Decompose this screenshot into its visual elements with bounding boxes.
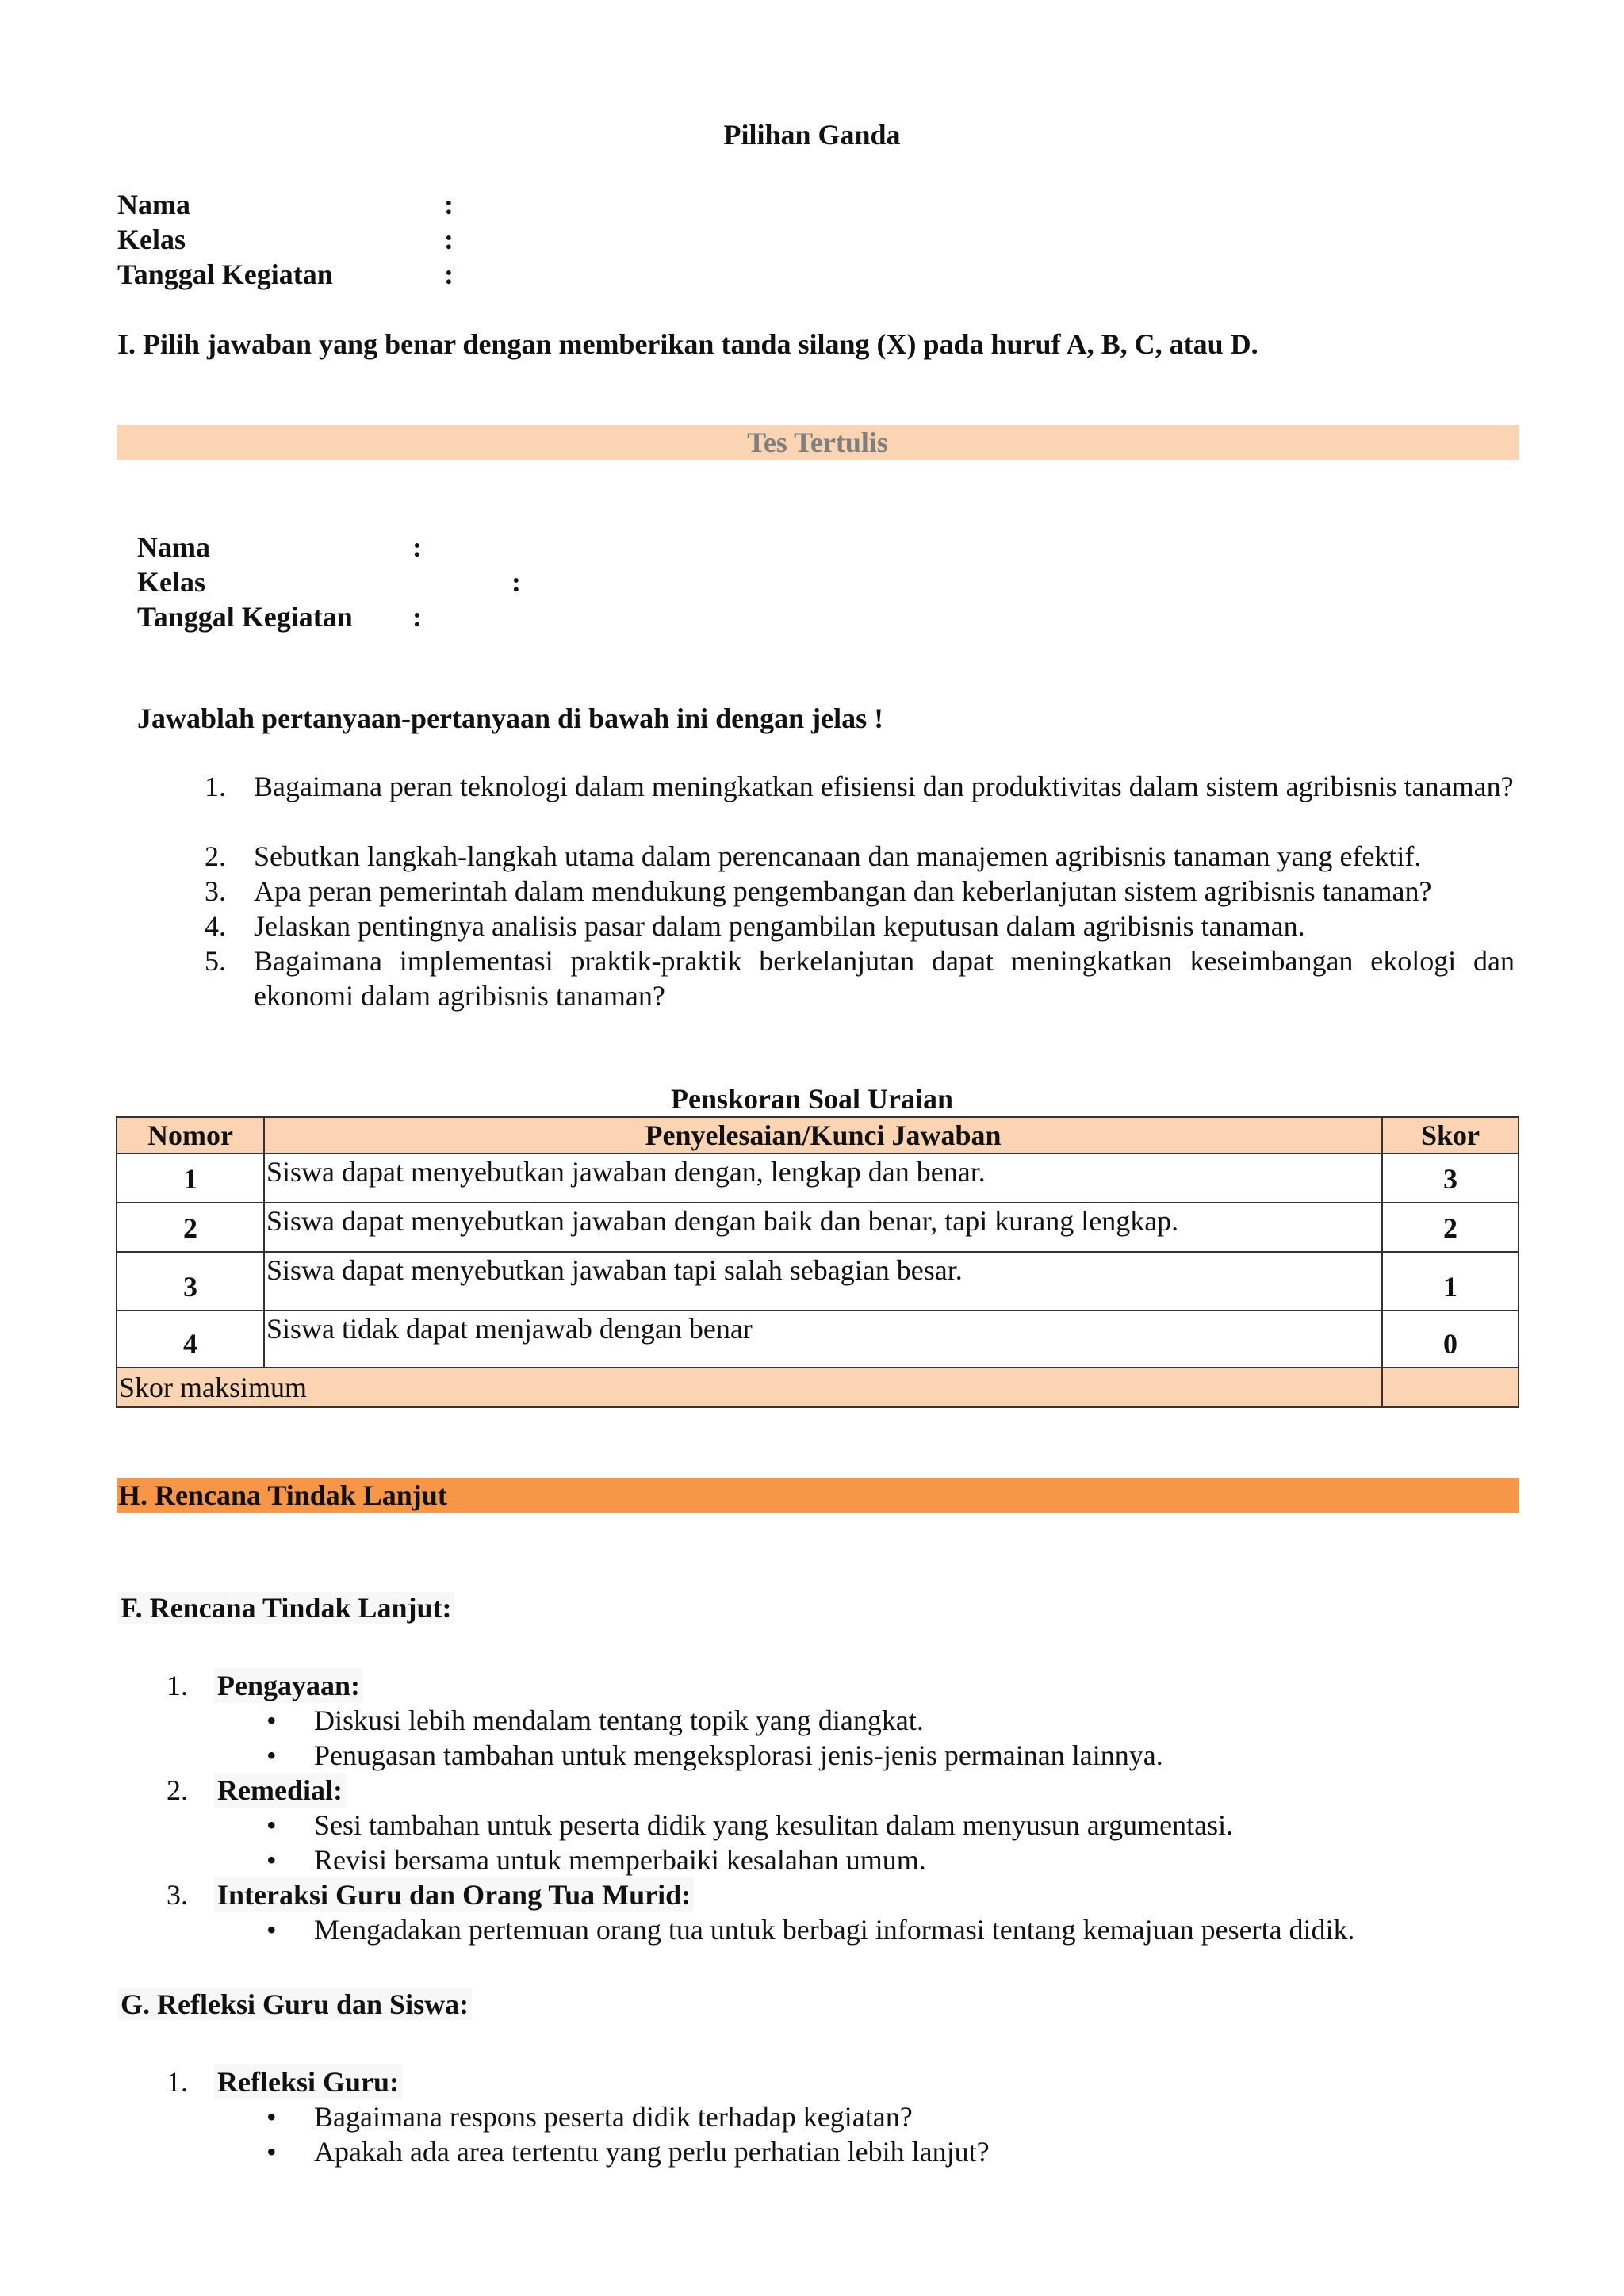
header-skor: Skor xyxy=(1382,1117,1519,1154)
question-text: Bagaimana implementasi praktik-praktik berkelanjutan dapat meningkatkan keseimbangan ekologi dan ekonomi dalam agribisnis tanaman? xyxy=(254,945,1515,1012)
mcq-title: Pilihan Ganda xyxy=(723,119,901,151)
mcq-field-date-label: Tanggal Kegiatan xyxy=(117,258,333,290)
plan-item-interaksi: Interaksi Guru dan Orang Tua Murid: xyxy=(214,1877,694,1912)
row-description: Siswa tidak dapat menjawab dengan benar xyxy=(264,1311,1382,1368)
bullet-icon: • xyxy=(266,1914,277,1946)
bullet-text: Apakah ada area tertentu yang perlu perhatian lebih lanjut? xyxy=(314,2136,990,2168)
wt-field-class-colon: : xyxy=(511,566,521,598)
bullet-icon: • xyxy=(266,1809,277,1841)
bullet-text: Sesi tambahan untuk peserta didik yang kesulitan dalam menyusun argumentasi. xyxy=(314,1809,1234,1841)
plan-heading-text: F. Rencana Tindak Lanjut: xyxy=(117,1592,454,1624)
question-text: Bagaimana peran teknologi dalam meningkatkan efisiensi dan produktivitas dalam sistem agribisnis tanaman? xyxy=(254,771,1514,802)
bullet-text: Penugasan tambahan untuk mengeksplorasi jenis-jenis permainan lainnya. xyxy=(314,1739,1163,1771)
question-text: Apa peran pemerintah dalam mendukung pengembangan dan keberlanjutan sistem agribisnis tanaman? xyxy=(254,875,1432,907)
scoring-title: Penskoran Soal Uraian xyxy=(670,1083,954,1115)
footer-score xyxy=(1382,1368,1519,1407)
table-row xyxy=(117,1252,1519,1311)
wt-field-date-colon: : xyxy=(412,601,422,633)
wt-field-name-colon: : xyxy=(412,531,422,563)
row-number: 3 xyxy=(117,1252,264,1311)
plan-heading xyxy=(117,1590,454,1625)
mcq-field-date-colon: : xyxy=(444,258,454,290)
bullet-text: Revisi bersama untuk memperbaiki kesalahan umum. xyxy=(314,1844,926,1876)
bullet-icon: • xyxy=(266,1705,277,1736)
wt-field-class-label: Kelas xyxy=(137,566,205,598)
row-score: 0 xyxy=(1382,1311,1519,1368)
question-number: 2. xyxy=(205,840,226,872)
question-number: 3. xyxy=(205,875,226,907)
plan-item-number: 1. xyxy=(167,1670,188,1701)
bullet-icon: • xyxy=(266,1844,277,1876)
reflection-item-guru: Refleksi Guru: xyxy=(214,2064,402,2099)
table-row xyxy=(117,1203,1519,1252)
question-text: Jelaskan pentingnya analisis pasar dalam pengambilan keputusan dalam agribisnis tanaman. xyxy=(254,910,1305,942)
row-score: 1 xyxy=(1382,1252,1519,1311)
reflection-heading xyxy=(117,1987,472,2022)
wt-field-date-label: Tanggal Kegiatan xyxy=(137,601,353,633)
bullet-icon: • xyxy=(266,2101,277,2133)
question-number: 5. xyxy=(205,945,226,977)
plan-section-title: H. Rencana Tindak Lanjut xyxy=(118,1479,447,1511)
row-score: 2 xyxy=(1382,1203,1519,1252)
row-number: 1 xyxy=(117,1154,264,1203)
bullet-text: Diskusi lebih mendalam tentang topik yang diangkat. xyxy=(314,1705,924,1736)
reflection-item-number: 1. xyxy=(167,2066,188,2098)
wt-field-name-label: Nama xyxy=(137,531,210,563)
bullet-text: Bagaimana respons peserta didik terhadap kegiatan? xyxy=(314,2101,913,2133)
header-kunci-jawaban: Penyelesaian/Kunci Jawaban xyxy=(264,1117,1382,1154)
question-text: Sebutkan langkah-langkah utama dalam perencanaan dan manajemen agribisnis tanaman yang efektif. xyxy=(254,840,1422,872)
scoring-table xyxy=(116,1116,1519,1408)
plan-item-remedial: Remedial: xyxy=(214,1773,346,1808)
footer-label: Skor maksimum xyxy=(117,1368,1382,1407)
header-nomor: Nomor xyxy=(117,1117,264,1154)
row-number: 2 xyxy=(117,1203,264,1252)
question-number: 1. xyxy=(205,771,226,802)
plan-item-number: 2. xyxy=(167,1774,188,1806)
table-header-row xyxy=(117,1117,1519,1154)
mcq-field-name-label: Nama xyxy=(117,189,190,220)
table-row xyxy=(117,1154,1519,1203)
row-description: Siswa dapat menyebutkan jawaban tapi salah sebagian besar. xyxy=(264,1252,1382,1311)
row-score: 3 xyxy=(1382,1154,1519,1203)
mcq-instruction: I. Pilih jawaban yang benar dengan memberikan tanda silang (X) pada huruf A, B, C, atau D. xyxy=(117,328,1258,360)
mcq-field-class-colon: : xyxy=(444,224,454,255)
row-number: 4 xyxy=(117,1311,264,1368)
wt-instruction: Jawablah pertanyaan-pertanyaan di bawah ini dengan jelas ! xyxy=(137,702,884,734)
mcq-field-name-colon: : xyxy=(444,189,454,220)
bullet-icon: • xyxy=(266,1739,277,1771)
reflection-heading-text: G. Refleksi Guru dan Siswa: xyxy=(117,1988,472,2020)
plan-item-pengayaan: Pengayaan: xyxy=(214,1668,363,1703)
bullet-text: Mengadakan pertemuan orang tua untuk berbagi informasi tentang kemajuan peserta didik. xyxy=(314,1914,1355,1946)
written-test-banner: Tes Tertulis xyxy=(117,425,1519,460)
question-number: 4. xyxy=(205,910,226,942)
table-footer-row xyxy=(117,1368,1519,1407)
plan-item-number: 3. xyxy=(167,1879,188,1911)
table-row xyxy=(117,1311,1519,1368)
bullet-icon: • xyxy=(266,2136,277,2168)
row-description: Siswa dapat menyebutkan jawaban dengan, lengkap dan benar. xyxy=(264,1154,1382,1203)
mcq-field-class-label: Kelas xyxy=(117,224,186,255)
row-description: Siswa dapat menyebutkan jawaban dengan baik dan benar, tapi kurang lengkap. xyxy=(264,1203,1382,1252)
plan-section-bar xyxy=(117,1478,1519,1513)
